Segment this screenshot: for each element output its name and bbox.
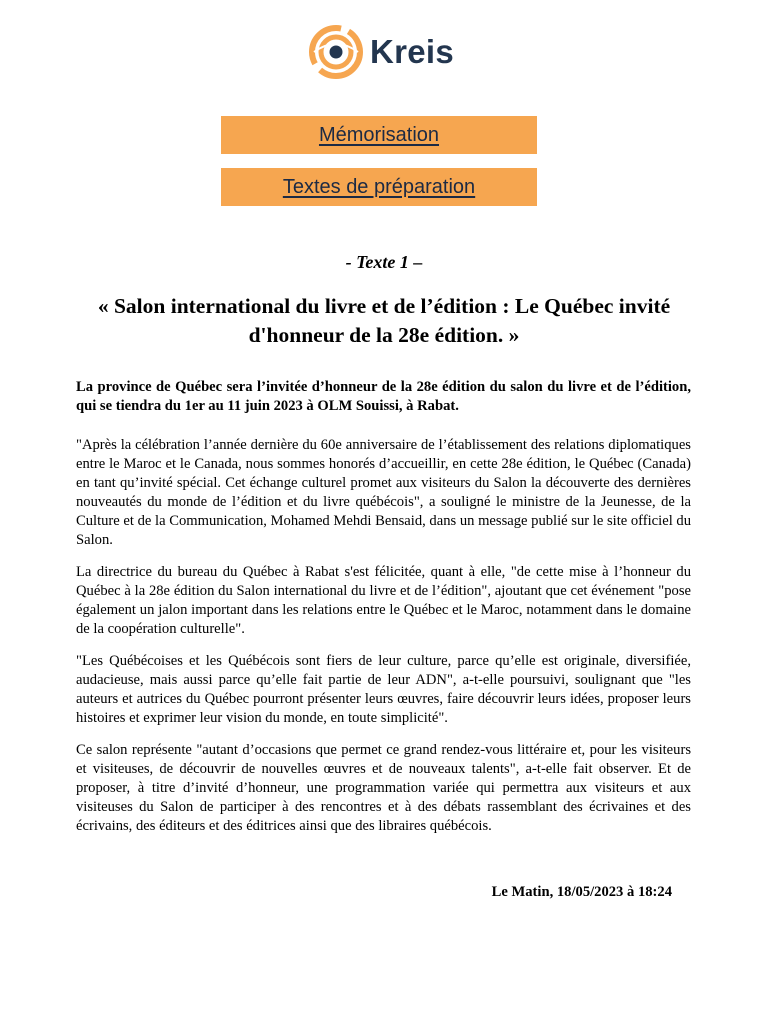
preparation-texts-banner	[221, 168, 537, 206]
article-title: « Salon international du livre et de l’édition : Le Québec invité d'honneur de la 28e édition. »	[97, 294, 671, 347]
logo-text: Kreis	[370, 33, 455, 70]
kreis-logo	[308, 24, 454, 80]
text-number-subtitle: - Texte 1 –	[345, 252, 423, 272]
memorisation-banner	[221, 116, 537, 154]
paragraph-2: La directrice du bureau du Québec à Rabat s'est félicitée, quant à elle, "de cette mise à l’honneur du Québec à la 28e édition du Salon international du livre et de l’édition", ajoutant que cet événement "pose également un jalon important dans les relations entre le Québec et le Maroc, notamment dans le domaine de la coopération culturelle".	[76, 564, 691, 637]
eye-logo-icon	[308, 24, 364, 80]
preparation-texts-label: Textes de préparation	[282, 175, 476, 198]
lead-paragraph: La province de Québec sera l’invitée d’honneur de la 28e édition du salon du livre et de l’édition, qui se tiendra du 1er au 11 juin 2023 à OLM Souissi, à Rabat.	[76, 379, 691, 414]
memorisation-label: Mémorisation	[318, 123, 440, 146]
source-attribution: Le Matin, 18/05/2023 à 18:24	[491, 884, 672, 900]
paragraph-4: Ce salon représente "autant d’occasions que permet ce grand rendez-vous littéraire et, pour les visiteurs et visiteuses, de découvrir de nouvelles œuvres et de nouveaux talents", a-t-elle fait observer. Et de proposer, à titre d’invité d’honneur, une programmation variée qui permettra aux visiteurs et aux visiteuses du Salon de participer à des rencontres et à des débats rassemblant des écrivaines et des écrivains, des éditeurs et des éditrices ainsi que des libraires québécois.	[76, 742, 691, 834]
paragraph-1: "Après la célébration l’année dernière du 60e anniversaire de l’établissement des relations diplomatiques entre le Maroc et le Canada, nous sommes honorés d’accueillir, en cette 28e édition, le Québec (Canada) en tant qu’invité spécial. Cet échange culturel promet aux visiteurs du Salon la découverte des dernières nouveautés du monde de l’édition et du livre québécois", a souligné le ministre de la Jeunesse, de la Culture et de la Communication, Mohamed Mehdi Bensaid, dans un message publié sur le site officiel du Salon.	[76, 437, 691, 548]
paragraph-3: "Les Québécoises et les Québécois sont fiers de leur culture, parce qu’elle est originale, diversifiée, audacieuse, mais aussi parce qu’elle fait partie de leur ADN", a-t-elle poursuivi, soulignant que "les auteurs et autrices du Québec pourront présenter leurs œuvres, faire découvrir leurs idées, proposer leurs histoires et exprimer leur vision du monde, en toute simplicité".	[76, 653, 691, 726]
